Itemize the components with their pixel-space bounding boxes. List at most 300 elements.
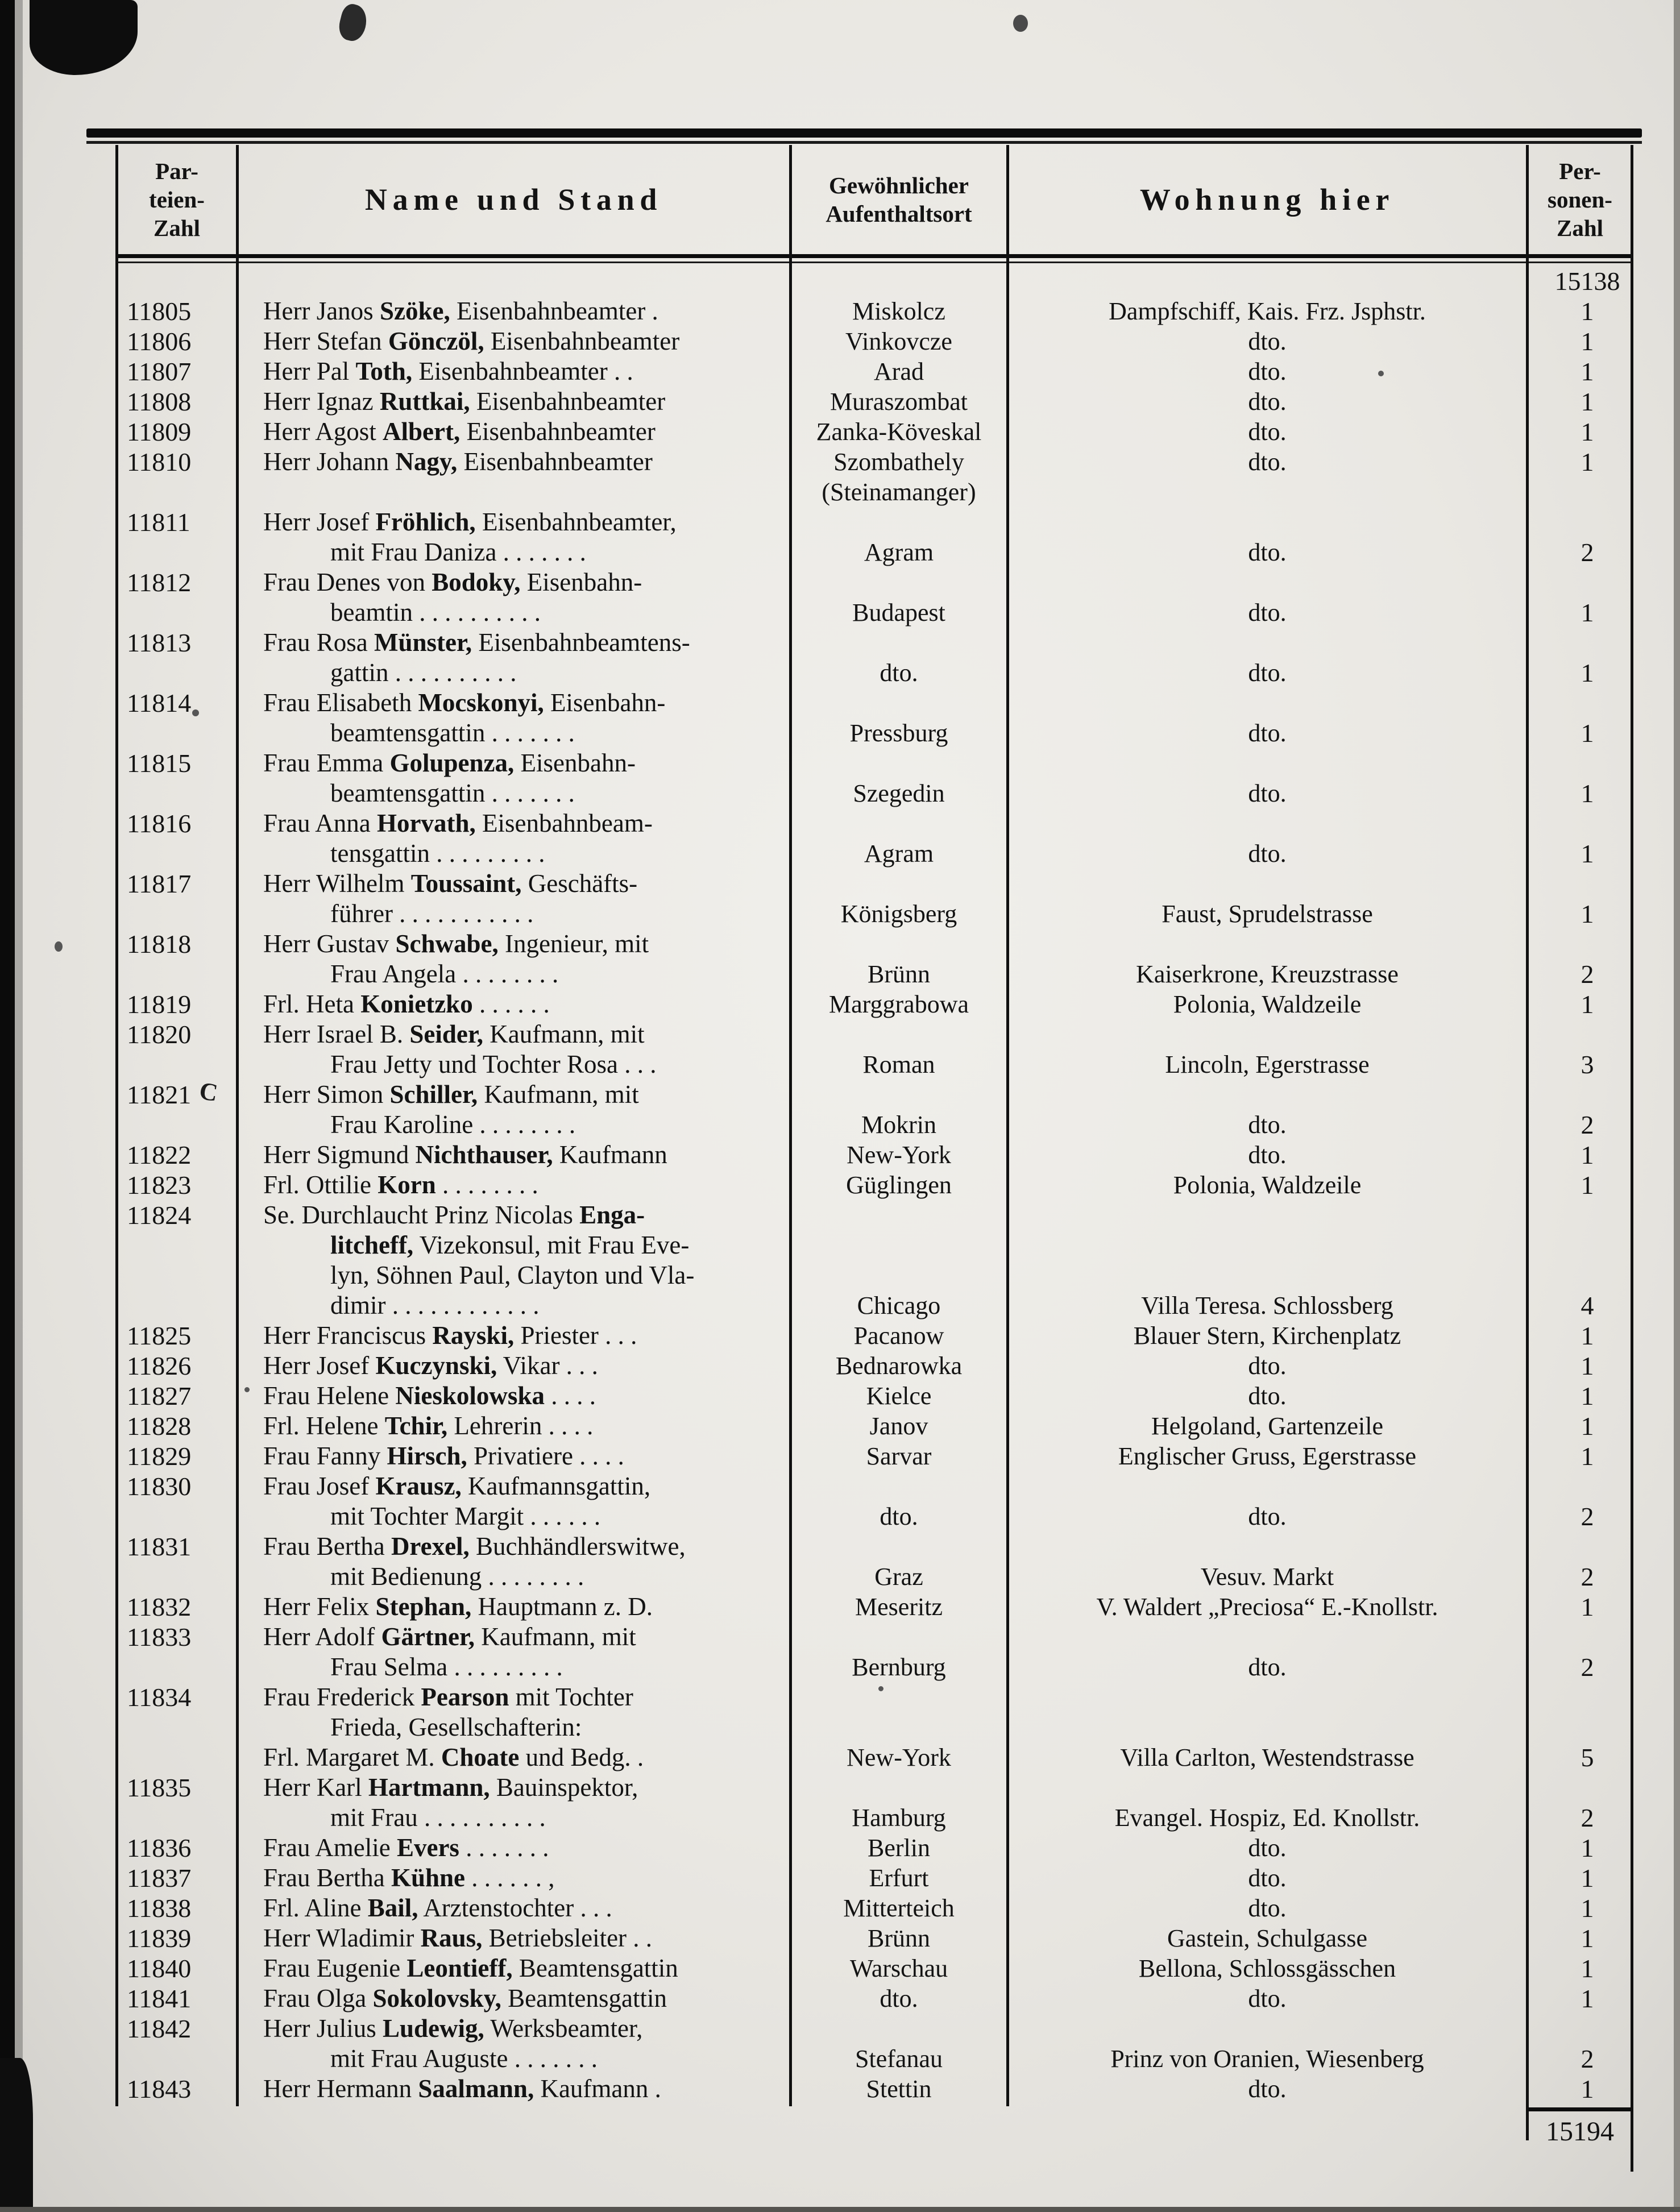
text-line: 1 xyxy=(1581,598,1594,627)
text-line: Blauer Stern, Kirchenplatz xyxy=(1133,1322,1401,1350)
lodging-cell xyxy=(1007,1080,1527,1140)
name-cell xyxy=(237,417,790,447)
person-count xyxy=(1527,1381,1633,1411)
name-cell xyxy=(237,447,790,507)
text-line: 11817 xyxy=(127,869,192,898)
scan-artifact-bottom-left-blob xyxy=(0,2058,33,2212)
person-count xyxy=(1527,748,1633,808)
text-line: Agram xyxy=(864,840,934,868)
text-line: Marggrabowa xyxy=(829,990,969,1018)
place-cell xyxy=(790,1351,1007,1381)
page-total-row xyxy=(117,2107,1633,2149)
row-number xyxy=(117,808,237,869)
table-row xyxy=(117,1953,1633,1983)
text-line: Herr Wladimir Raus, Betriebsleiter . . xyxy=(263,1924,653,1952)
text-line: 1 xyxy=(1581,1984,1594,2013)
table-row xyxy=(117,1471,1633,1532)
name-cell xyxy=(237,1923,790,1953)
text-line: Frau Olga Sokolovsky, Beamtensgattin xyxy=(263,1984,667,2012)
table-row xyxy=(117,417,1633,447)
row-number xyxy=(117,989,237,1019)
person-count xyxy=(1527,507,1633,567)
person-count xyxy=(1527,387,1633,417)
name-cell xyxy=(237,808,790,869)
text-line: Frl. Ottilie Korn . . . . . . . . xyxy=(263,1171,538,1199)
text-line: mit Tochter Margit . . . . . . xyxy=(330,1502,601,1530)
text-line: Frau Eugenie Leontieff, Beamtensgattin xyxy=(263,1954,678,1982)
place-cell xyxy=(790,929,1007,989)
text-line: Lincoln, Egerstrasse xyxy=(1165,1051,1370,1078)
text-line: dto. xyxy=(1248,779,1287,807)
handwritten-ink-mark: C xyxy=(197,1076,220,1107)
table-row xyxy=(117,1893,1633,1923)
place-cell xyxy=(790,1140,1007,1170)
place-cell xyxy=(790,1863,1007,1893)
text-line: 1 xyxy=(1581,1321,1594,1350)
page-total: 15194 xyxy=(1527,2107,1633,2149)
text-line: dto. xyxy=(1248,599,1287,626)
place-cell xyxy=(790,1592,1007,1622)
name-cell xyxy=(237,929,790,989)
text-line: Brünn xyxy=(868,960,930,988)
header-line: Gewöhnlicher xyxy=(829,172,969,198)
text-line: dto. xyxy=(1248,1382,1287,1410)
row-number xyxy=(117,447,237,507)
row-number xyxy=(117,1592,237,1622)
text-line: 11825 xyxy=(127,1321,192,1350)
row-number xyxy=(117,929,237,989)
text-line: 11822 xyxy=(127,1140,192,1169)
lodging-cell xyxy=(1007,989,1527,1019)
text-line: Frau Denes von Bodoky, Eisenbahn- xyxy=(263,568,642,596)
lodging-cell xyxy=(1007,296,1527,326)
table-row xyxy=(117,929,1633,989)
text-line: 11809 xyxy=(127,417,192,446)
lodging-cell xyxy=(1007,688,1527,748)
text-line: beamtin . . . . . . . . . . xyxy=(330,598,541,626)
row-number xyxy=(117,1923,237,1953)
text-line: 11815 xyxy=(127,749,192,778)
text-line: Pacanow xyxy=(853,1322,944,1350)
table-row xyxy=(117,1622,1633,1682)
text-line: Roman xyxy=(862,1051,935,1078)
scan-artifact-right-strip xyxy=(1674,0,1680,2212)
text-line: 11827 xyxy=(127,1381,192,1410)
header-parteien-zahl xyxy=(117,147,237,252)
person-count xyxy=(1527,1351,1633,1381)
text-line: 1 xyxy=(1581,1864,1594,1893)
text-line: Berlin xyxy=(868,1834,930,1862)
lodging-cell xyxy=(1007,1140,1527,1170)
text-line: Frau Anna Horvath, Eisenbahnbeam- xyxy=(263,809,653,837)
text-line: Herr Pal Toth, Eisenbahnbeamter . . xyxy=(263,357,633,385)
text-line: Herr Felix Stephan, Hauptmann z. D. xyxy=(263,1592,653,1621)
name-cell xyxy=(237,1592,790,1622)
header-line: Aufenthaltsort xyxy=(826,201,972,227)
name-cell xyxy=(237,1441,790,1471)
text-line: 1 xyxy=(1581,1954,1594,1983)
lodging-cell xyxy=(1007,326,1527,356)
name-cell xyxy=(237,1351,790,1381)
text-line: 11813 xyxy=(127,628,192,657)
person-count xyxy=(1527,296,1633,326)
text-line: Erfurt xyxy=(869,1864,929,1892)
text-line: Frau Bertha Drexel, Buchhändlerswitwe, xyxy=(263,1532,686,1561)
row-number xyxy=(117,1321,237,1351)
person-count xyxy=(1527,1140,1633,1170)
lodging-cell xyxy=(1007,929,1527,989)
text-line: 1 xyxy=(1581,447,1594,476)
text-line: Herr Gustav Schwabe, Ingenieur, mit xyxy=(263,929,649,958)
text-line: Herr Josef Kuczynski, Vikar . . . xyxy=(263,1351,598,1380)
row-number xyxy=(117,1622,237,1682)
text-line: 11843 xyxy=(127,2074,192,2103)
table-row xyxy=(117,1321,1633,1351)
text-line: Villa Teresa. Schlossberg xyxy=(1141,1292,1393,1319)
place-cell xyxy=(790,748,1007,808)
text-line: Warschau xyxy=(849,1954,948,1982)
lodging-cell xyxy=(1007,1351,1527,1381)
text-line: Bednarowka xyxy=(835,1352,963,1380)
name-cell xyxy=(237,1321,790,1351)
row-number xyxy=(117,567,237,628)
text-line: dto. xyxy=(1248,1864,1287,1892)
person-count xyxy=(1527,1953,1633,1983)
text-line: dto. xyxy=(1248,418,1287,446)
place-cell xyxy=(790,869,1007,929)
text-line: Janov xyxy=(869,1412,928,1440)
text-line: 1 xyxy=(1581,1924,1594,1953)
place-cell xyxy=(790,1893,1007,1923)
text-line: 11839 xyxy=(127,1924,192,1953)
text-line: beamtensgattin . . . . . . . xyxy=(330,719,575,747)
row-number xyxy=(117,1953,237,1983)
person-count xyxy=(1527,1923,1633,1953)
person-count xyxy=(1527,989,1633,1019)
text-line: 1 xyxy=(1581,357,1594,386)
row-number xyxy=(117,1682,237,1773)
text-line: 2 xyxy=(1581,1110,1594,1139)
text-line: Herr Ignaz Ruttkai, Eisenbahnbeamter xyxy=(263,387,666,416)
lodging-cell xyxy=(1007,748,1527,808)
table-row xyxy=(117,1140,1633,1170)
lodging-cell xyxy=(1007,1471,1527,1532)
text-line: 1 xyxy=(1581,327,1594,356)
table-row xyxy=(117,1351,1633,1381)
text-line: 1 xyxy=(1581,1833,1594,1862)
text-line: 11818 xyxy=(127,929,192,958)
row-number xyxy=(117,1863,237,1893)
person-count xyxy=(1527,1773,1633,1833)
place-cell xyxy=(790,296,1007,326)
text-line: 11833 xyxy=(127,1622,192,1651)
text-line: Königsberg xyxy=(840,900,957,928)
text-line: Herr Stefan Gönczöl, Eisenbahnbeamter xyxy=(263,327,680,355)
header-line: teien- xyxy=(149,186,205,213)
text-line: 1 xyxy=(1581,1351,1594,1380)
row-number xyxy=(117,688,237,748)
text-line: Herr Adolf Gärtner, Kaufmann, mit xyxy=(263,1622,636,1651)
lodging-cell xyxy=(1007,2074,1527,2104)
person-count xyxy=(1527,869,1633,929)
name-cell xyxy=(237,2074,790,2104)
text-line: Herr Julius Ludewig, Werksbeamter, xyxy=(263,2014,643,2043)
text-line: Herr Karl Hartmann, Bauinspektor, xyxy=(263,1773,638,1802)
top-rule-thin xyxy=(86,141,1642,144)
name-cell xyxy=(237,1471,790,1532)
place-cell xyxy=(790,356,1007,387)
row-number xyxy=(117,628,237,688)
name-cell xyxy=(237,1893,790,1923)
text-line: Frau Emma Golupenza, Eisenbahn- xyxy=(263,749,636,777)
lodging-cell xyxy=(1007,1381,1527,1411)
person-count xyxy=(1527,2014,1633,2074)
text-line: Herr Israel B. Seider, Kaufmann, mit xyxy=(263,1020,645,1048)
text-line: Gastein, Schulgasse xyxy=(1167,1924,1367,1952)
lodging-cell xyxy=(1007,1833,1527,1863)
text-line: 11810 xyxy=(127,447,192,476)
table-row xyxy=(117,1411,1633,1441)
row-number xyxy=(117,1076,237,1140)
text-line: Frau Jetty und Tochter Rosa . . . xyxy=(330,1050,657,1078)
text-line: Herr Johann Nagy, Eisenbahnbeamter xyxy=(263,447,653,476)
table-row xyxy=(117,356,1633,387)
text-line: 2 xyxy=(1581,1562,1594,1591)
text-line: 11829 xyxy=(127,1442,192,1471)
lodging-cell xyxy=(1007,1682,1527,1773)
text-line: Herr Josef Fröhlich, Eisenbahnbeamter, xyxy=(263,508,677,536)
person-count xyxy=(1527,567,1633,628)
person-count xyxy=(1527,1411,1633,1441)
text-line: 11812 xyxy=(127,568,192,597)
text-line: dimir . . . . . . . . . . . . xyxy=(330,1291,540,1319)
place-cell xyxy=(790,266,1007,296)
table-row xyxy=(117,2014,1633,2074)
text-line: Frau Bertha Kühne . . . . . . , xyxy=(263,1864,555,1892)
text-line: dto. xyxy=(1248,1352,1287,1380)
text-line: 3 xyxy=(1581,1050,1594,1079)
row-number xyxy=(117,1381,237,1411)
text-line: 1 xyxy=(1581,839,1594,868)
row-number xyxy=(117,1532,237,1592)
row-number xyxy=(117,1351,237,1381)
text-line: 1 xyxy=(1581,658,1594,687)
text-line: 2 xyxy=(1581,960,1594,989)
text-line: Frau Frederick Pearson mit Tochter xyxy=(263,1683,633,1711)
text-line: Sarvar xyxy=(866,1442,932,1470)
table-row xyxy=(117,296,1633,326)
lodging-cell xyxy=(1007,869,1527,929)
text-line: New-York xyxy=(847,1141,951,1169)
place-cell xyxy=(790,2014,1007,2074)
text-line: 11808 xyxy=(127,387,192,416)
text-line: Frau Selma . . . . . . . . . xyxy=(330,1653,563,1681)
text-line: dto. xyxy=(880,659,918,687)
text-line: Meseritz xyxy=(855,1593,943,1621)
text-line: Bellona, Schlossgässchen xyxy=(1138,1954,1396,1982)
place-cell xyxy=(790,417,1007,447)
text-line: dto. xyxy=(1248,840,1287,868)
top-rule-heavy xyxy=(86,128,1642,138)
row-number xyxy=(117,1471,237,1532)
text-line: 1 xyxy=(1581,899,1594,928)
place-cell xyxy=(790,1622,1007,1682)
text-line: mit Bedienung . . . . . . . . xyxy=(330,1562,584,1591)
row-number xyxy=(117,1893,237,1923)
lodging-cell xyxy=(1007,1532,1527,1592)
name-cell xyxy=(237,356,790,387)
person-count xyxy=(1527,1863,1633,1893)
lodging-cell xyxy=(1007,1983,1527,2014)
row-number xyxy=(117,417,237,447)
place-cell xyxy=(790,1773,1007,1833)
text-line: Villa Carlton, Westendstrasse xyxy=(1120,1744,1414,1771)
row-number xyxy=(117,1019,237,1080)
text-line: Faust, Sprudelstrasse xyxy=(1162,900,1373,928)
place-cell xyxy=(790,1019,1007,1080)
text-line: 11821 C xyxy=(127,1076,220,1109)
text-line: Frau Karoline . . . . . . . . xyxy=(330,1110,576,1139)
text-line: Englischer Gruss, Egerstrasse xyxy=(1118,1442,1417,1470)
person-count xyxy=(1527,417,1633,447)
text-line: 1 xyxy=(1581,1442,1594,1471)
table-row xyxy=(117,447,1633,507)
name-cell xyxy=(237,1170,790,1200)
text-line: 11807 xyxy=(127,357,192,386)
text-line: 1 xyxy=(1581,1381,1594,1410)
text-line: (Steinamanger) xyxy=(822,478,976,506)
place-cell xyxy=(790,1441,1007,1471)
text-line: Herr Franciscus Rayski, Priester . . . xyxy=(263,1321,637,1350)
header-line: Wohnung hier xyxy=(1139,182,1395,217)
person-count xyxy=(1527,1321,1633,1351)
person-count xyxy=(1527,326,1633,356)
scan-artifact-top-left-blob xyxy=(30,0,138,75)
text-line: Frau Fanny Hirsch, Privatiere . . . . xyxy=(263,1442,624,1470)
lodging-cell xyxy=(1007,356,1527,387)
lodging-cell xyxy=(1007,1863,1527,1893)
text-line: dto. xyxy=(1248,448,1287,476)
text-line: 11806 xyxy=(127,327,192,356)
text-line: gattin . . . . . . . . . . xyxy=(330,658,517,687)
row-number xyxy=(117,2014,237,2074)
text-line: 11832 xyxy=(127,1592,192,1621)
lodging-cell xyxy=(1007,2014,1527,2074)
table-row xyxy=(117,1532,1633,1592)
table-row xyxy=(117,869,1633,929)
text-line: Frieda, Gesellschafterin: xyxy=(330,1713,582,1741)
place-cell xyxy=(790,507,1007,567)
text-line: Miskolcz xyxy=(852,297,945,325)
person-count xyxy=(1527,628,1633,688)
row-number xyxy=(117,869,237,929)
name-cell xyxy=(237,1532,790,1592)
person-count xyxy=(1527,1019,1633,1080)
row-number xyxy=(117,507,237,567)
text-line: 2 xyxy=(1581,1803,1594,1832)
place-cell xyxy=(790,1080,1007,1140)
text-line: dto. xyxy=(1248,538,1287,566)
lodging-cell xyxy=(1007,1923,1527,1953)
scan-speck xyxy=(55,941,63,952)
table-row xyxy=(117,1170,1633,1200)
text-line: 11811 xyxy=(127,508,190,537)
text-line: Frl. Helene Tchir, Lehrerin . . . . xyxy=(263,1412,594,1440)
person-count xyxy=(1527,266,1633,296)
text-line: Szegedin xyxy=(853,779,945,807)
row-number xyxy=(117,387,237,417)
person-count xyxy=(1527,1441,1633,1471)
place-cell xyxy=(790,1170,1007,1200)
table-row xyxy=(117,989,1633,1019)
table-row xyxy=(117,1441,1633,1471)
name-cell xyxy=(237,387,790,417)
text-line: mit Frau . . . . . . . . . . xyxy=(330,1803,546,1832)
name-cell xyxy=(237,1863,790,1893)
name-cell xyxy=(237,567,790,628)
text-line: 11805 xyxy=(127,297,192,326)
text-line: dto. xyxy=(1248,327,1287,355)
text-line: 1 xyxy=(1581,1171,1594,1200)
place-cell xyxy=(790,387,1007,417)
lodging-cell xyxy=(1007,1592,1527,1622)
header-line: Zahl xyxy=(153,215,201,241)
text-line: Polonia, Waldzeile xyxy=(1173,1171,1362,1199)
text-line: 11816 xyxy=(127,809,192,838)
text-line: 11842 xyxy=(127,2014,192,2043)
text-line: beamtensgattin . . . . . . . xyxy=(330,779,575,807)
row-number xyxy=(117,296,237,326)
text-line: dto. xyxy=(1248,358,1287,385)
text-line: Frau Helene Nieskolowska . . . . xyxy=(263,1381,596,1410)
text-line: Chicago xyxy=(857,1292,941,1319)
text-line: Zanka-Köveskal xyxy=(816,418,982,446)
name-cell xyxy=(237,1140,790,1170)
text-line: 1 xyxy=(1581,990,1594,1019)
table-row xyxy=(117,387,1633,417)
name-cell xyxy=(237,1833,790,1863)
table-row xyxy=(117,628,1633,688)
header-wohnung-hier xyxy=(1007,147,1527,252)
scan-artifact-bottom-strip xyxy=(0,2207,1680,2212)
text-line: 11824 xyxy=(127,1201,192,1230)
table-row xyxy=(117,326,1633,356)
text-line: 1 xyxy=(1581,1894,1594,1923)
name-cell xyxy=(237,1953,790,1983)
table-row xyxy=(117,2074,1633,2104)
name-cell xyxy=(237,1622,790,1682)
header-name-und-stand xyxy=(237,147,790,252)
person-count xyxy=(1527,808,1633,869)
lodging-cell xyxy=(1007,507,1527,567)
table-row xyxy=(117,567,1633,628)
text-line: 4 xyxy=(1581,1291,1594,1320)
text-line: Budapest xyxy=(852,599,945,626)
text-line: 11820 xyxy=(127,1020,192,1049)
text-line: litcheff, Vizekonsul, mit Frau Eve- xyxy=(330,1231,690,1259)
text-line: dto. xyxy=(1248,1985,1287,2012)
text-line: Arad xyxy=(874,358,924,385)
lodging-cell xyxy=(1007,1200,1527,1321)
text-line: Muraszombat xyxy=(830,388,968,416)
text-line: Se. Durchlaucht Prinz Nicolas Enga- xyxy=(263,1201,645,1229)
text-line: Kaiserkrone, Kreuzstrasse xyxy=(1136,960,1399,988)
text-line: 1 xyxy=(1581,417,1594,446)
name-cell xyxy=(237,869,790,929)
ledger-rows xyxy=(117,266,1633,2149)
row-number xyxy=(117,326,237,356)
table-row xyxy=(117,748,1633,808)
